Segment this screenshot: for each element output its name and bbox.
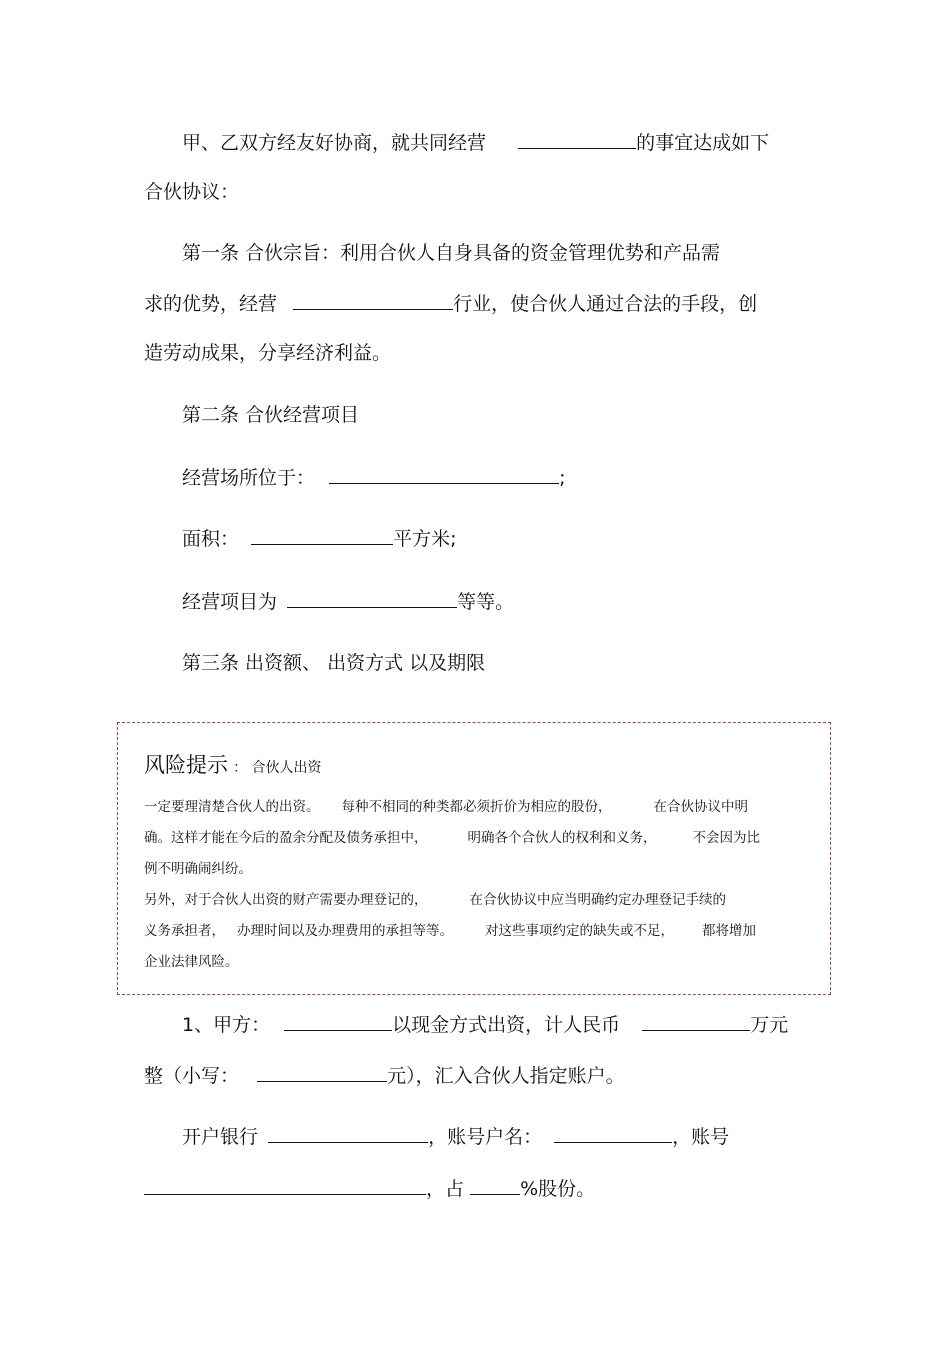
account-no-label: ，账号 xyxy=(672,1126,730,1148)
venture-name-blank[interactable] xyxy=(518,130,636,149)
share-text-b: %股份。 xyxy=(520,1178,596,1200)
area-label: 面积： xyxy=(182,528,240,550)
location-blank[interactable] xyxy=(329,465,559,484)
risk-text: 办理时间以及办理费用的承担等等。 xyxy=(237,923,453,939)
risk-title-row xyxy=(144,749,322,779)
risk-p1-line-2 xyxy=(144,829,760,847)
risk-text: 不会因为比 xyxy=(692,830,760,846)
bank-line xyxy=(182,1124,729,1149)
items-end: 等等。 xyxy=(457,591,515,613)
intro-line-2: 合伙协议： xyxy=(144,181,240,203)
article1-text-b: 行业，使合伙人通过合法的手段，创 xyxy=(453,293,758,315)
account-name-blank[interactable] xyxy=(554,1124,672,1143)
share-text-a: ，占 xyxy=(426,1178,465,1200)
account-name-label: ，账号户名： xyxy=(428,1126,543,1148)
location-end: ; xyxy=(559,467,566,489)
risk-text: 对这些事项约定的缺失或不足， xyxy=(485,923,674,939)
risk-text: 在合伙协议中明 xyxy=(653,799,748,815)
party-a-blank[interactable] xyxy=(284,1012,392,1031)
share-percent-blank[interactable] xyxy=(470,1176,520,1195)
transfer-text: 元），汇入合伙人指定账户。 xyxy=(387,1065,625,1087)
risk-p2-line-3: 企业法律风险。 xyxy=(144,954,239,970)
area-unit: 平方米; xyxy=(393,528,457,550)
intro-text-a: 甲、乙双方经友好协商，就共同经营 xyxy=(182,132,487,154)
risk-subtitle: ： 合伙人出资 xyxy=(233,760,322,776)
article2-title: 第二条 合伙经营项目 xyxy=(182,404,360,426)
risk-text: 另外，对于合伙人出资的财产需要办理登记的， xyxy=(144,892,428,908)
risk-text: 义务承担者， xyxy=(144,923,225,939)
risk-text: 都将增加 xyxy=(702,923,756,939)
bank-label: 开户银行 xyxy=(182,1126,259,1148)
intro-text-b: 的事宜达成如下 xyxy=(636,132,770,154)
items-label: 经营项目为 xyxy=(182,591,278,613)
wan-yuan-text: 万元 xyxy=(750,1014,789,1036)
risk-p2-line-1 xyxy=(144,891,726,909)
lowercase-label: 整（小写： xyxy=(144,1065,240,1087)
intro-line-1 xyxy=(182,130,769,155)
location-label: 经营场所位于： xyxy=(182,467,316,489)
risk-text: 确。这样才能在今后的盈余分配及债务承担中， xyxy=(144,830,428,846)
amount-lowercase-blank[interactable] xyxy=(257,1063,387,1082)
risk-p2-line-2 xyxy=(144,922,756,940)
location-line xyxy=(182,465,565,490)
risk-p1-line-1 xyxy=(144,798,748,816)
account-no-blank[interactable] xyxy=(144,1176,426,1195)
article1-line-3: 造劳动成果，分享经济利益。 xyxy=(144,342,392,364)
article1-text-a: 求的优势，经营 xyxy=(144,293,278,315)
contribution-line-2 xyxy=(144,1063,625,1088)
cash-text: 以现金方式出资，计人民币 xyxy=(392,1014,621,1036)
industry-blank[interactable] xyxy=(293,291,453,310)
amount-capital-blank[interactable] xyxy=(642,1012,750,1031)
risk-text: 一定要理清楚合伙人的出资。 xyxy=(144,799,320,815)
items-line xyxy=(182,589,514,614)
risk-text: 在合伙协议中应当明确约定办理登记手续的 xyxy=(469,892,726,908)
risk-text: 每种不相同的种类都必须折价为相应的股份， xyxy=(341,799,612,815)
share-line xyxy=(144,1176,595,1201)
area-line xyxy=(182,526,456,551)
contribution-line-1 xyxy=(182,1012,788,1037)
risk-p1-line-3: 例不明确闹纠纷。 xyxy=(144,861,252,877)
article1-line-1: 第一条 合伙宗旨：利用合伙人自身具备的资金管理优势和产品需 xyxy=(182,242,721,264)
article3-title: 第三条 出资额、 出资方式 以及期限 xyxy=(182,652,486,674)
area-blank[interactable] xyxy=(251,526,393,545)
risk-title: 风险提示 xyxy=(144,753,228,777)
article1-line-2 xyxy=(144,291,757,316)
items-blank[interactable] xyxy=(287,589,457,608)
risk-text: 明确各个合伙人的权利和义务， xyxy=(467,830,657,846)
risk-notice-box xyxy=(117,722,831,995)
bank-blank[interactable] xyxy=(268,1124,428,1143)
party-a-label: 1、甲方： xyxy=(182,1014,271,1036)
